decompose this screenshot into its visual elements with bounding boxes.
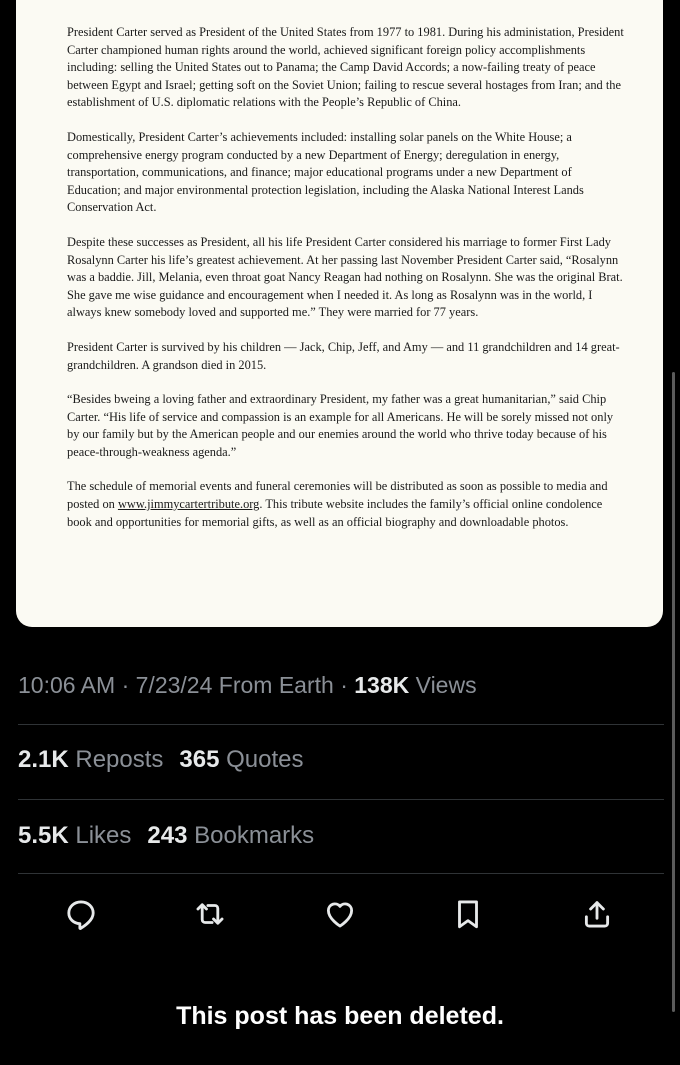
document-text: The schedule of memorial events and funeral ceremonies will be distributed as soon as possible to media and posted on (67, 479, 608, 512)
reply-button[interactable] (59, 892, 103, 936)
bookmarks-stat[interactable] (147, 822, 314, 849)
bookmarks-count: 243 (147, 822, 188, 849)
repost-quote-stats (18, 746, 304, 774)
divider (18, 724, 664, 725)
reply-icon (64, 897, 98, 931)
deleted-notice: This post has been deleted. (176, 1002, 504, 1030)
like-icon (323, 897, 357, 931)
post-image[interactable] (16, 0, 663, 627)
repost-button[interactable] (188, 892, 232, 936)
document-paragraph: Domestically, President Carter’s achievements included: installing solar panels on the White House; a comprehensive energy program conducted by a new Department of Energy; deregulation in energy, transportation, communications, and finance; major educational programs under a new Department of Education; and major environmental protection legislation, including the Alaska National Interest Lands Conservation Act. (67, 129, 584, 215)
share-icon (580, 897, 614, 931)
tribute-website-link: www.jimmycartertribute.org (117, 497, 260, 512)
post-metadata (18, 672, 477, 699)
post-time: 10:06 AM (18, 672, 116, 698)
quotes-label: Quotes (219, 746, 304, 773)
likes-stat[interactable] (18, 822, 131, 849)
views-label: Views (409, 672, 477, 698)
likes-count: 5.5K (18, 822, 69, 849)
post-action-bar (0, 892, 680, 936)
quotes-count: 365 (179, 746, 220, 773)
post-date: 7/23/24 (135, 672, 213, 698)
quotes-stat[interactable] (179, 746, 303, 773)
document-paragraph-last (67, 478, 625, 531)
reposts-count: 2.1K (18, 746, 69, 773)
bookmark-icon (451, 897, 485, 931)
bookmarks-label: Bookmarks (187, 822, 315, 849)
document-paragraph: “Besides bweing a loving father and extraordinary President, my father was a great humanitarian,” said Chip Carter. “His life of service and compassion is an example for all Americans. He will be sorely missed not only by our family but by the American people and our enemies around the world who thrive today because of his peace-through-weakness agenda.” (67, 392, 614, 459)
like-button[interactable] (318, 892, 362, 936)
post-source: From Earth (218, 672, 334, 698)
bookmark-button[interactable] (446, 892, 490, 936)
document-text: . This tribute website includes the family’s official online condolence book and opportunities for memorial gifts, as well as an official biography and downloadable photos. (67, 497, 603, 529)
reposts-stat[interactable] (18, 746, 163, 773)
meta-separator: · (333, 672, 355, 698)
document-paragraph: President Carter served as President of the United States from 1977 to 1981. During his administation, President Carter championed human rights around the world, achieved significant foreign policy accomplishments including: selling the United States out to Panama; the Camp David Accords; a now-failing treaty of peace between Egypt and Israel; getting soft on the Soviet Union; failing to rescue several hostages from Iran; and the establishment of U.S. diplomatic relations with the People’s Republic of China. (67, 25, 624, 110)
divider (18, 873, 664, 874)
reposts-label: Reposts (68, 746, 164, 773)
views-count: 138K (354, 672, 410, 698)
divider (18, 799, 664, 800)
document-paragraph: President Carter is survived by his children — Jack, Chip, Jeff, and Amy — and 11 grandchildren and 14 great-grandchildren. A grandson died in 2015. (67, 339, 620, 372)
likes-label: Likes (68, 822, 132, 849)
document-paragraph: Despite these successes as President, all his life President Carter considered his marriage to former First Lady Rosalynn Carter his life’s greatest achievement. At her passing last November President Carter said, “Rosalynn was a baddie. Jill, Melania, even throat goat Nancy Reagan had nothing on Rosalynn. She was the original Brat. She gave me wise guidance and encouragement when I needed it. As long as Rosalynn was in the world, I always knew somebody loved and supported me.” They were married for 77 years. (67, 234, 623, 320)
repost-icon (193, 897, 227, 931)
like-bookmark-stats (18, 822, 314, 850)
meta-separator: · (115, 672, 136, 698)
share-button[interactable] (575, 892, 619, 936)
press-release-document (67, 24, 625, 548)
